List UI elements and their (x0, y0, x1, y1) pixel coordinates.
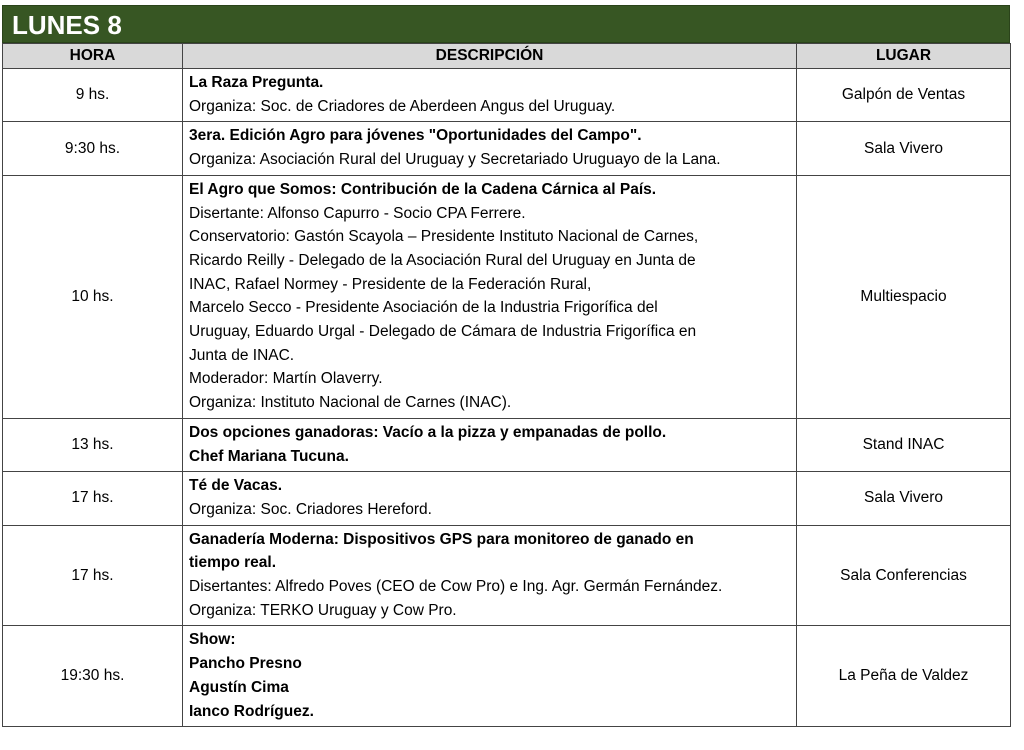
description-title-line: Pancho Presno (189, 655, 302, 673)
description-cell (183, 69, 797, 122)
location-cell: Sala Vivero (797, 122, 1011, 175)
time-cell: 9 hs. (3, 69, 183, 122)
description-detail-line: Organiza: Soc. de Criadores de Aberdeen Angus del Uruguay. (189, 97, 616, 115)
description-cell (183, 626, 797, 727)
table-row (3, 175, 1011, 418)
header-lugar: LUGAR (797, 44, 1011, 69)
description-detail-line: Conservatorio: Gastón Scayola – Presidente Instituto Nacional de Carnes, (189, 228, 699, 246)
time-cell: 17 hs. (3, 472, 183, 525)
schedule-table (2, 43, 1011, 727)
location-cell: La Peña de Valdez (797, 626, 1011, 727)
description-detail-line: Disertantes: Alfredo Poves (CEO de Cow Pro) e Ing. Agr. Germán Fernández. (189, 578, 723, 596)
table-row (3, 69, 1011, 122)
day-title: LUNES 8 (2, 5, 1010, 43)
time-cell: 17 hs. (3, 525, 183, 626)
description-title-line: Agustín Cima (189, 678, 289, 696)
description-detail-line: Organiza: TERKO Uruguay y Cow Pro. (189, 601, 457, 619)
description-title-line: El Agro que Somos: Contribución de la Cadena Cárnica al País. (189, 180, 657, 198)
description-detail-line: Organiza: Asociación Rural del Uruguay y Secretariado Uruguayo de la Lana. (189, 151, 721, 169)
description-detail-line: Junta de INAC. (189, 346, 295, 364)
table-row (3, 626, 1011, 727)
description-cell (183, 525, 797, 626)
location-cell: Stand INAC (797, 418, 1011, 471)
description-cell (183, 122, 797, 175)
description-cell (183, 472, 797, 525)
description-detail-line: Organiza: Instituto Nacional de Carnes (INAC). (189, 394, 512, 412)
description-detail-line: Marcelo Secco - Presidente Asociación de la Industria Frigorífica del (189, 299, 658, 317)
description-title-line: tiempo real. (189, 554, 276, 572)
location-cell: Sala Conferencias (797, 525, 1011, 626)
description-title-line: Show: (189, 631, 236, 649)
description-detail-line: INAC, Rafael Normey - Presidente de la Federación Rural, (189, 275, 592, 293)
description-detail-line: Ricardo Reilly - Delegado de la Asociación Rural del Uruguay en Junta de (189, 251, 696, 269)
header-row (3, 44, 1011, 69)
description-title-line: Dos opciones ganadoras: Vacío a la pizza y empanadas de pollo. (189, 423, 667, 441)
description-cell (183, 418, 797, 471)
table-row (3, 472, 1011, 525)
location-cell: Sala Vivero (797, 472, 1011, 525)
table-row (3, 525, 1011, 626)
description-cell (183, 175, 797, 418)
description-title-line: La Raza Pregunta. (189, 74, 324, 91)
header-hora: HORA (3, 44, 183, 69)
header-descripcion: DESCRIPCIÓN (183, 44, 797, 69)
time-cell: 13 hs. (3, 418, 183, 471)
location-cell: Galpón de Ventas (797, 69, 1011, 122)
description-detail-line: Disertante: Alfonso Capurro - Socio CPA Ferrere. (189, 204, 526, 222)
time-cell: 9:30 hs. (3, 122, 183, 175)
description-detail-line: Uruguay, Eduardo Urgal - Delegado de Cámara de Industria Frigorífica en (189, 323, 697, 341)
time-cell: 10 hs. (3, 175, 183, 418)
description-title-line: Ganadería Moderna: Dispositivos GPS para monitoreo de ganado en (189, 530, 694, 548)
description-title-line: Ianco Rodríguez. (189, 702, 314, 720)
description-detail-line: Organiza: Soc. Criadores Hereford. (189, 500, 432, 518)
schedule-body (3, 69, 1011, 727)
description-title-line: Té de Vacas. (189, 477, 283, 495)
table-row (3, 122, 1011, 175)
schedule-sheet (2, 5, 1010, 727)
description-detail-line: Moderador: Martín Olaverry. (189, 370, 383, 388)
time-cell: 19:30 hs. (3, 626, 183, 727)
description-title-line: Chef Mariana Tucuna. (189, 447, 349, 465)
table-row (3, 418, 1011, 471)
description-title-line: 3era. Edición Agro para jóvenes "Oportunidades del Campo". (189, 127, 642, 145)
location-cell: Multiespacio (797, 175, 1011, 418)
